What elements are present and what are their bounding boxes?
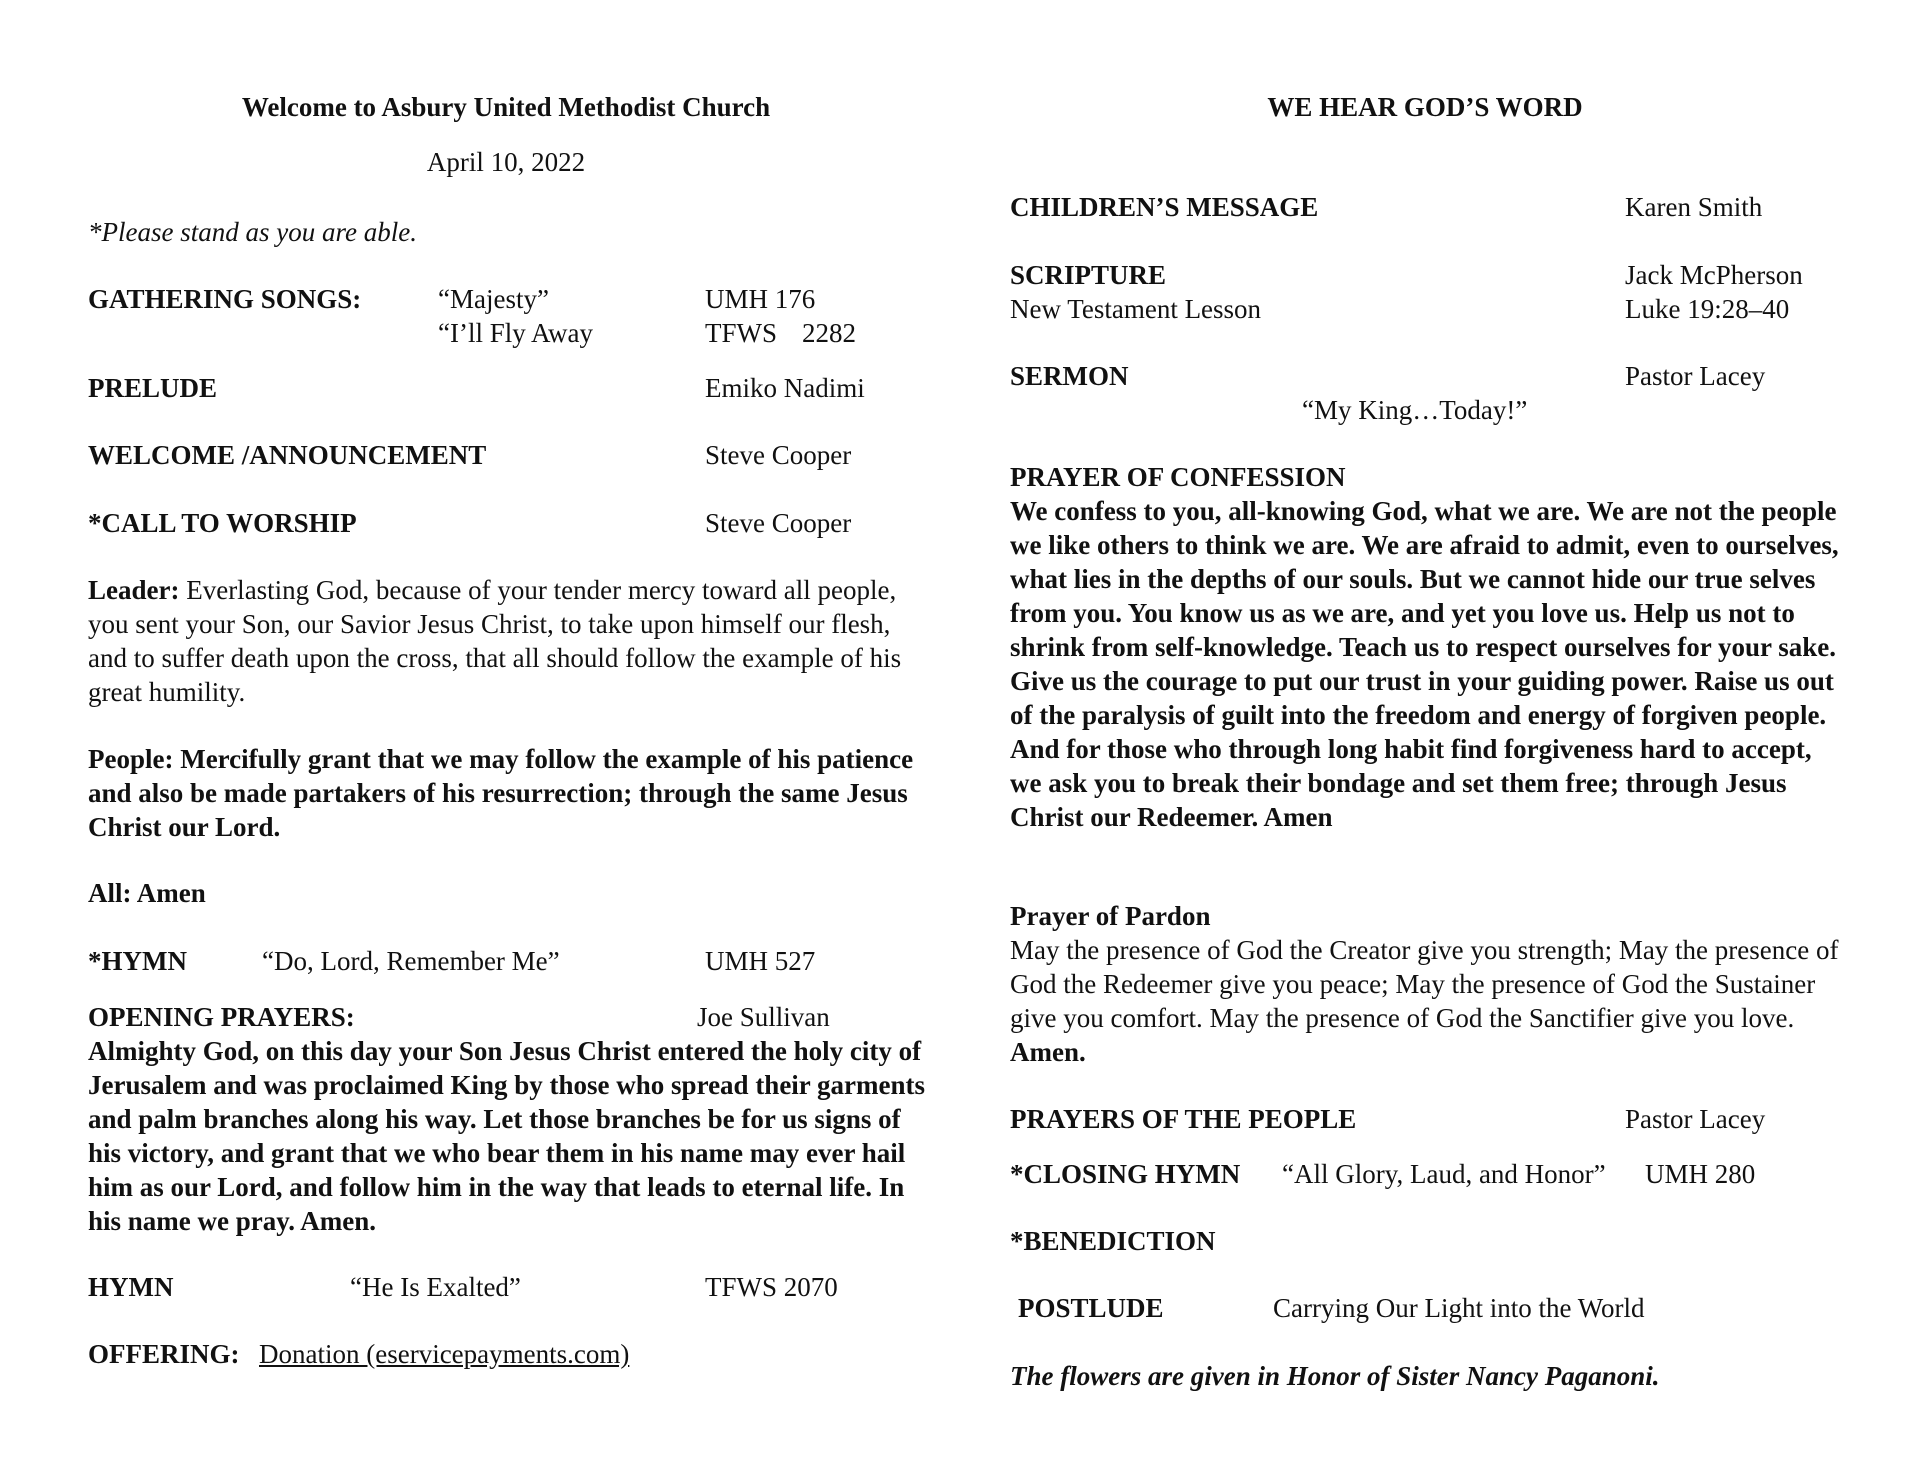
postlude-title: Carrying Our Light into the World [1273,1293,1645,1323]
prayer-of-pardon-text: May the presence of God the Creator give you strength; May the presence of God the Redeemer give you peace; May the presence of God the Sustainer give you comfort. May the presence of God the Sanctifier give you love. [1010,935,1839,1033]
leader-label: Leader: [88,575,180,605]
scripture-lesson: New Testament Lesson [1010,294,1262,324]
closing-hymn-label: *CLOSING HYMN [1010,1159,1241,1189]
gathering-songs-label: GATHERING SONGS: [88,284,362,314]
hymn-2-title: “He Is Exalted” [350,1272,521,1302]
all-amen: All: Amen [88,878,206,908]
prayer-of-pardon-label: Prayer of Pardon [1010,901,1211,931]
sermon-label: SERMON [1010,361,1129,391]
opening-prayers-person: Joe Sullivan [697,1002,830,1032]
scripture-person: Jack McPherson [1625,260,1803,290]
scripture-passage: Luke 19:28–40 [1625,294,1790,324]
prayer-of-pardon-amen: Amen. [1010,1037,1086,1067]
sermon-person: Pastor Lacey [1625,361,1766,391]
prayers-of-the-people-person: Pastor Lacey [1625,1104,1766,1134]
hymn-1-label: *HYMN [88,946,187,976]
gathering-ref-2-book: TFWS [705,318,778,348]
call-to-worship-label: *CALL TO WORSHIP [88,508,357,538]
gathering-ref-2-number: 2282 [802,318,856,348]
childrens-message-label: CHILDREN’S MESSAGE [1010,192,1319,222]
closing-hymn-title: “All Glory, Laud, and Honor” [1282,1159,1606,1189]
welcome-person: Steve Cooper [705,440,852,470]
opening-prayers-text: Almighty God, on this day your Son Jesus Christ entered the holy city of Jerusalem and was proclaimed King by those who spread their garments and palm branches along his way. Let those branches be for us signs of his victory, and grant that we who bear them in his name may ever hail him as our Lord, and follow him in the way that leads to eternal life. In his name we pray. Amen. [88,1036,926,1236]
gathering-song-1: “Majesty” [438,284,549,314]
stand-note: *Please stand as you are able. [88,217,417,247]
scripture-label: SCRIPTURE [1010,260,1167,290]
gathering-ref-1: UMH 176 [705,284,816,314]
page-title-left: Welcome to Asbury United Methodist Church [241,92,771,122]
gathering-song-2: “I’ll Fly Away [438,318,593,348]
hymn-1-title: “Do, Lord, Remember Me” [262,946,560,976]
leader-text: Everlasting God, because of your tender mercy toward all people, you sent your Son, our Savior Jesus Christ, to take upon himself our flesh, and to suffer death upon the cross, that all should follow the example of his great humility. [88,575,902,707]
childrens-message-person: Karen Smith [1625,192,1763,222]
closing-hymn-ref: UMH 280 [1645,1159,1756,1189]
welcome-label: WELCOME /ANNOUNCEMENT [88,440,487,470]
sermon-title: “My King…Today!” [1302,395,1528,425]
prayer-of-pardon-paragraph [1010,933,1842,1069]
prayers-of-the-people-label: PRAYERS OF THE PEOPLE [1010,1104,1357,1134]
donation-link[interactable]: Donation (eservicepayments.com) [259,1339,630,1369]
prelude-label: PRELUDE [88,373,218,403]
prayer-of-confession-text: We confess to you, all-knowing God, what we are. We are not the people we like others to think we are. We are afraid to admit, even to ourselves, what lies in the depths of our souls. But we cannot hide our true selves from you. You know us as we are, and yet you love us. Help us not to shrink from self-knowledge. Teach us to respect ourselves for your sake. Give us the courage to put our trust in your guiding power. Raise us out of the paralysis of guilt into the freedom and energy of forgiven people. And for those who through long habit find forgiveness hard to accept, we ask you to break their bondage and set them free; through Jesus Christ our Redeemer. Amen [1010,496,1839,832]
flowers-note: The flowers are given in Honor of Sister Nancy Paganoni. [1010,1361,1660,1391]
postlude-label: POSTLUDE [1018,1293,1164,1323]
service-date: April 10, 2022 [426,147,586,177]
offering-label: OFFERING: [88,1339,240,1369]
hymn-1-ref: UMH 527 [705,946,816,976]
opening-prayers-label: OPENING PRAYERS: [88,1002,355,1032]
prelude-person: Emiko Nadimi [705,373,865,403]
prayer-of-confession-label: PRAYER OF CONFESSION [1010,462,1346,492]
call-to-worship-person: Steve Cooper [705,508,852,538]
hymn-2-ref: TFWS 2070 [705,1272,838,1302]
page-title-right: WE HEAR GOD’S WORD [1267,92,1583,122]
benediction-label: *BENEDICTION [1010,1226,1216,1256]
hymn-2-label: HYMN [88,1272,174,1302]
people-paragraph: People: Mercifully grant that we may follow the example of his patience and also be made partakers of his resurrection; through the same Jesus Christ our Lord. [88,744,914,842]
leader-paragraph [88,573,920,709]
